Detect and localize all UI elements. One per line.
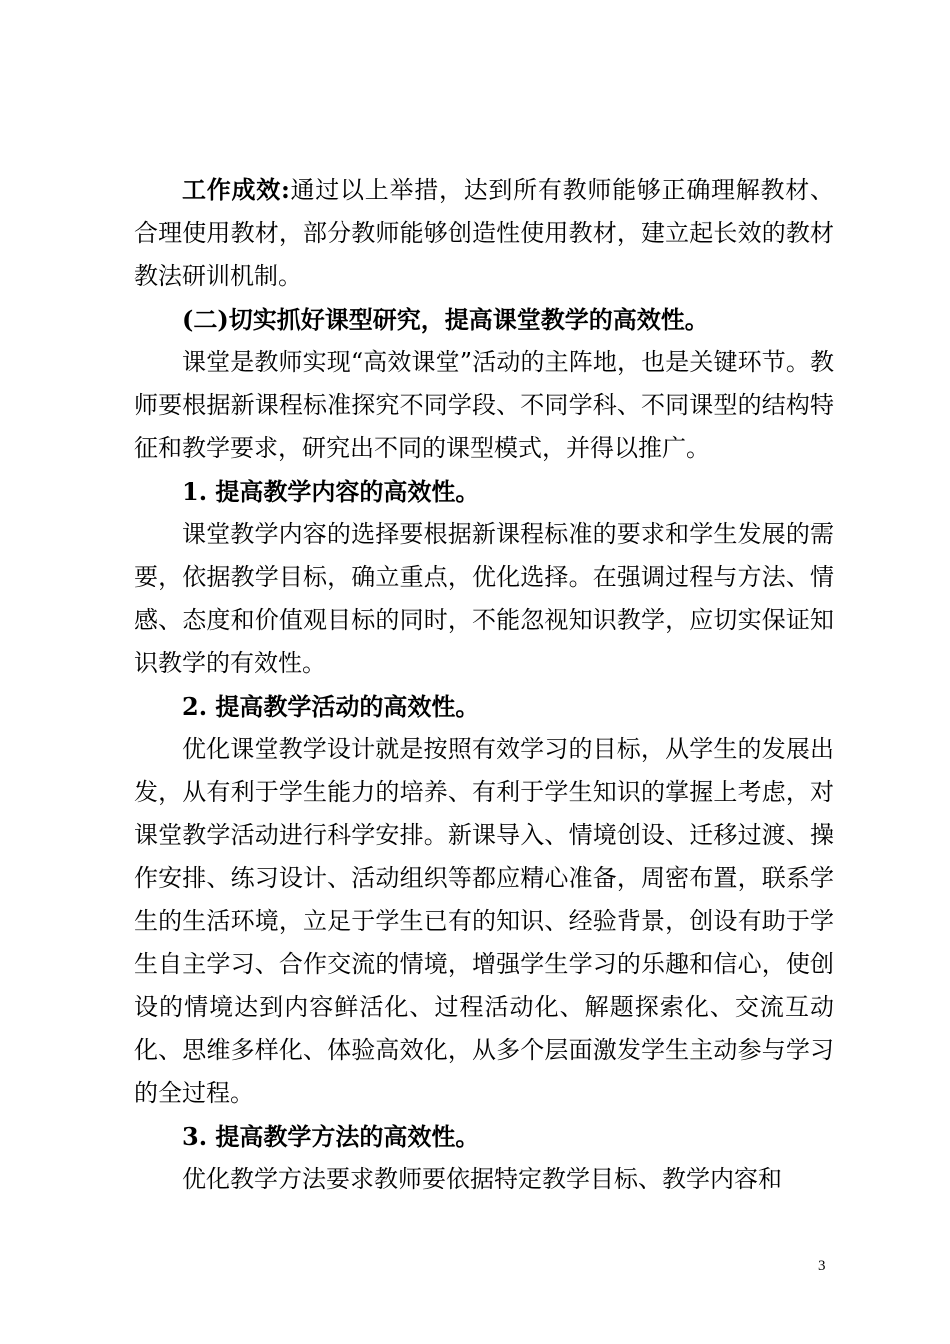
item-1-paragraph: 课堂教学内容的选择要根据新课程标准的要求和学生发展的需要，依据教学目标，确立重点，优化选择。在强调过程与方法、情感、态度和价值观目标的同时，不能忽视知识教学，应切实保证知识教学的有效性。: [134, 520, 834, 677]
item-1-heading: 1. 提高教学内容的高效性。: [182, 477, 480, 506]
item-3-heading: 3. 提高教学方法的高效性。: [182, 1122, 480, 1151]
work-result-label: 工作成效:: [182, 175, 290, 204]
work-result-paragraph: [134, 168, 834, 298]
item-3-paragraph: 优化教学方法要求教师要依据特定教学目标、教学内容和: [182, 1165, 782, 1193]
section-heading: (二)切实抓好课型研究，提高课堂教学的高效性。: [182, 305, 709, 334]
document-body: [134, 168, 834, 1201]
work-result-text: 通过以上举措，达到所有教师能够正确理解教材、合理使用教材，部分教师能够创造性使用教材，建立起长效的教材教法研训机制。: [134, 176, 835, 290]
page-number: 3: [818, 1258, 826, 1274]
item-2-heading: 2. 提高教学活动的高效性。: [182, 692, 480, 721]
section-intro-paragraph: 课堂是教师实现“高效课堂”活动的主阵地，也是关键环节。教师要根据新课程标准探究不同学段、不同学科、不同课型的结构特征和教学要求，研究出不同的课型模式，并得以推广。: [134, 348, 834, 462]
item-2-paragraph: 优化课堂教学设计就是按照有效学习的目标，从学生的发展出发，从有利于学生能力的培养、有利于学生知识的掌握上考虑，对课堂教学活动进行科学安排。新课导入、情境创设、迁移过渡、操作安排、练习设计、活动组织等都应精心准备，周密布置，联系学生的生活环境，立足于学生已有的知识、经验背景，创设有助于学生自主学习、合作交流的情境，增强学生学习的乐趣和信心，使创设的情境达到内容鲜活化、过程活动化、解题探索化、交流互动化、思维多样化、体验高效化，从多个层面激发学生主动参与学习的全过程。: [134, 735, 834, 1107]
